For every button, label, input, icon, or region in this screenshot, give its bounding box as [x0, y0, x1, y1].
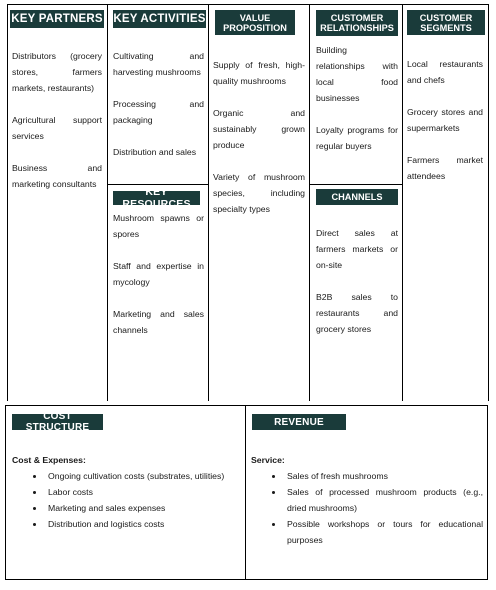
bottom-left-border	[5, 405, 6, 580]
revenue-body	[251, 452, 483, 548]
cost-list	[12, 468, 240, 532]
key-activities-title: KEY ACTIVITIES	[113, 13, 206, 25]
divider-activities-value	[208, 4, 209, 401]
revenue-label: Service:	[251, 455, 285, 465]
list-item: Processing and packaging	[113, 99, 204, 125]
frame-left-border	[7, 4, 8, 401]
list-item: B2B sales to restaurants and grocery stores	[316, 292, 398, 334]
key-resources-title: KEY RESOURCES	[122, 186, 191, 210]
value-proposition-title-line2: PROPOSITION	[223, 22, 287, 33]
customer-relationships-header	[316, 10, 398, 36]
cost-structure-title: COST STRUCTURE	[25, 411, 90, 433]
list-item: Mushroom spawns or spores	[113, 213, 204, 239]
list-item: • Ongoing cultivation costs (substrates, utilities)	[45, 468, 240, 484]
list-item: • Labor costs	[45, 484, 240, 500]
list-item: • Possible workshops or tours for educational purposes	[284, 516, 483, 548]
revenue-title: REVENUE	[274, 416, 324, 428]
key-partners-header	[10, 10, 104, 28]
list-item: Grocery stores and supermarkets	[407, 107, 483, 133]
list-item: Building relationships with local food businesses	[316, 45, 398, 103]
list-item: Cultivating and harvesting mushrooms	[113, 51, 204, 77]
channels-body	[316, 225, 398, 337]
key-resources-header	[113, 186, 200, 210]
list-item: Marketing and sales channels	[113, 309, 204, 335]
list-item: Farmers market attendees	[407, 155, 483, 181]
list-item: Distributors (grocery stores, farmers markets, restaurants)	[12, 51, 102, 93]
customer-relationships-title-line2: RELATIONSHIPS	[320, 23, 394, 33]
divider-cost-revenue	[245, 405, 246, 580]
list-item: Direct sales at farmers markets or on-site	[316, 228, 398, 270]
customer-segments-title-line1: CUSTOMER	[419, 12, 473, 23]
customer-segments-title-line2: SEGMENTS	[420, 22, 472, 33]
list-item: • Sales of fresh mushrooms	[284, 468, 483, 484]
revenue-header	[252, 414, 346, 430]
bottom-bottom-border	[5, 579, 488, 580]
key-partners-body	[12, 48, 102, 192]
list-item: • Sales of processed mushroom products (e.g., dried mushrooms)	[284, 484, 483, 516]
bottom-right-border	[487, 405, 488, 580]
key-activities-body	[113, 48, 204, 160]
list-item: Agricultural support services	[12, 115, 102, 141]
list-item: Local restaurants and chefs	[407, 59, 483, 85]
divider-activities-resources	[107, 184, 209, 185]
frame-top-border	[7, 4, 489, 5]
key-partners-title: KEY PARTNERS	[11, 13, 103, 25]
list-item: Variety of mushroom species, including specialty types	[213, 172, 305, 214]
divider-partners-activities	[107, 4, 108, 401]
value-proposition-title-line1: VALUE	[239, 12, 271, 23]
bottom-top-border	[5, 405, 488, 406]
list-item: • Distribution and logistics costs	[45, 516, 240, 532]
customer-relationships-body	[316, 42, 398, 154]
frame-right-border	[488, 4, 489, 401]
list-item: Staff and expertise in mycology	[113, 261, 204, 287]
customer-segments-header	[407, 10, 485, 35]
channels-title: CHANNELS	[331, 192, 383, 202]
list-item: • Marketing and sales expenses	[45, 500, 240, 516]
list-item: Organic and sustainably grown produce	[213, 108, 305, 150]
list-item: Distribution and sales	[113, 147, 197, 157]
key-resources-body	[113, 210, 204, 338]
cost-structure-body	[12, 452, 240, 532]
value-proposition-body	[213, 57, 305, 217]
divider-value-relationships	[309, 4, 310, 401]
value-proposition-header	[215, 10, 295, 35]
key-activities-header	[113, 10, 206, 28]
cost-structure-header	[12, 411, 103, 433]
list-item: Supply of fresh, high-quality mushrooms	[213, 60, 305, 86]
revenue-list	[251, 468, 483, 548]
customer-relationships-title-line1: CUSTOMER	[330, 13, 384, 23]
cost-structure-label: Cost & Expenses:	[12, 455, 86, 465]
list-item: Loyalty programs for regular buyers	[316, 125, 398, 151]
list-item: Business and marketing consultants	[12, 163, 102, 189]
divider-relationships-channels	[309, 184, 403, 185]
divider-relationships-segments	[402, 4, 403, 401]
channels-header	[316, 189, 398, 205]
customer-segments-body	[407, 56, 483, 184]
